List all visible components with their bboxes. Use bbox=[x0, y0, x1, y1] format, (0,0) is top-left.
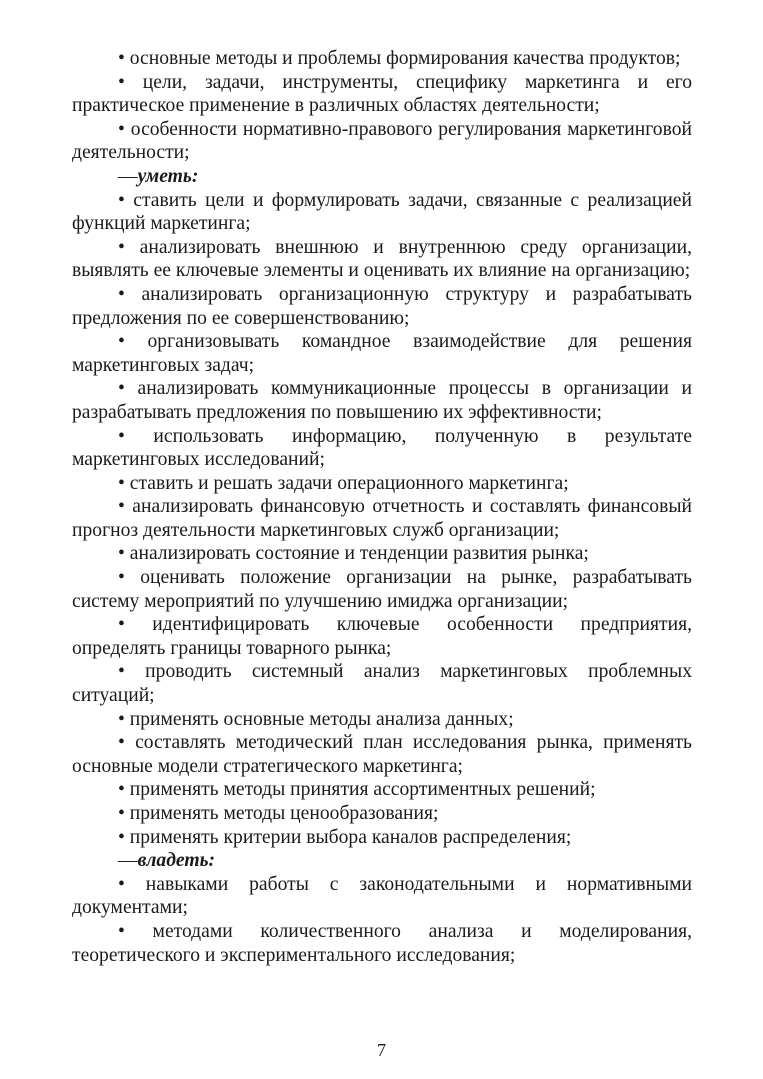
section-heading bbox=[72, 165, 692, 189]
list-item: • идентифицировать ключевые особенности предприятия, определять границы товарного рынка; bbox=[72, 614, 692, 659]
list-item: • проводить системный анализ маркетинговых проблемных ситуаций; bbox=[72, 661, 692, 707]
list-item: • основные методы и проблемы формирования качества продуктов; bbox=[118, 48, 681, 69]
heading-dash: — bbox=[118, 850, 138, 872]
list-item: • составлять методический план исследования рынка, применять основные модели стратегического маркетинга; bbox=[72, 732, 692, 777]
list-item: • анализировать организационную структуру и разрабатывать предложения по ее совершенствованию; bbox=[72, 283, 692, 329]
list-item: • анализировать коммуникационные процессы в организации и разрабатывать предложения по повышению их эффективности; bbox=[72, 378, 692, 423]
list-item: • цели, задачи, инструменты, специфику маркетинга и его практическое применение в различных областях деятельности; bbox=[72, 71, 692, 117]
list-item: • анализировать внешнюю и внутреннюю среду организации, выявлять ее ключевые элементы и оценивать их влияние на организацию; bbox=[72, 236, 692, 282]
list-item: • ставить и решать задачи операционного маркетинга; bbox=[118, 472, 569, 494]
heading-dash: — bbox=[118, 165, 138, 187]
heading-label: владеть: bbox=[137, 850, 216, 872]
list-item: • применять методы ценообразования; bbox=[118, 803, 439, 824]
page-number: 7 bbox=[377, 1040, 386, 1060]
list-item: • использовать информацию, полученную в результате маркетинговых исследований; bbox=[72, 425, 692, 471]
list-item: • применять методы принятия ассортиментных решений; bbox=[118, 779, 596, 801]
list-item: • ставить цели и формулировать задачи, связанные с реализацией функций маркетинга; bbox=[72, 189, 692, 235]
section-heading bbox=[72, 849, 692, 873]
heading-label: уметь: bbox=[137, 165, 199, 187]
list-item: • особенности нормативно-правового регулирования маркетинговой деятельности; bbox=[72, 118, 692, 164]
list-item: • анализировать финансовую отчетность и составлять финансовый прогноз деятельности маркетинговых служб организации; bbox=[72, 496, 692, 541]
list-item: • применять основные методы анализа данных; bbox=[118, 708, 514, 730]
list-item: • оценивать положение организации на рынке, разрабатывать систему мероприятий по улучшению имиджа организации; bbox=[72, 567, 692, 612]
list-item: • организовывать командное взаимодействие для решения маркетинговых задач; bbox=[72, 331, 692, 376]
list-item: • анализировать состояние и тенденции развития рынка; bbox=[118, 543, 589, 565]
list-item: • применять критерии выбора каналов распределения; bbox=[118, 826, 572, 848]
list-item: • навыками работы с законодательными и нормативными документами; bbox=[72, 873, 692, 919]
page-body bbox=[72, 47, 692, 967]
list-item: • методами количественного анализа и моделирования, теоретического и экспериментального исследования; bbox=[72, 920, 692, 966]
